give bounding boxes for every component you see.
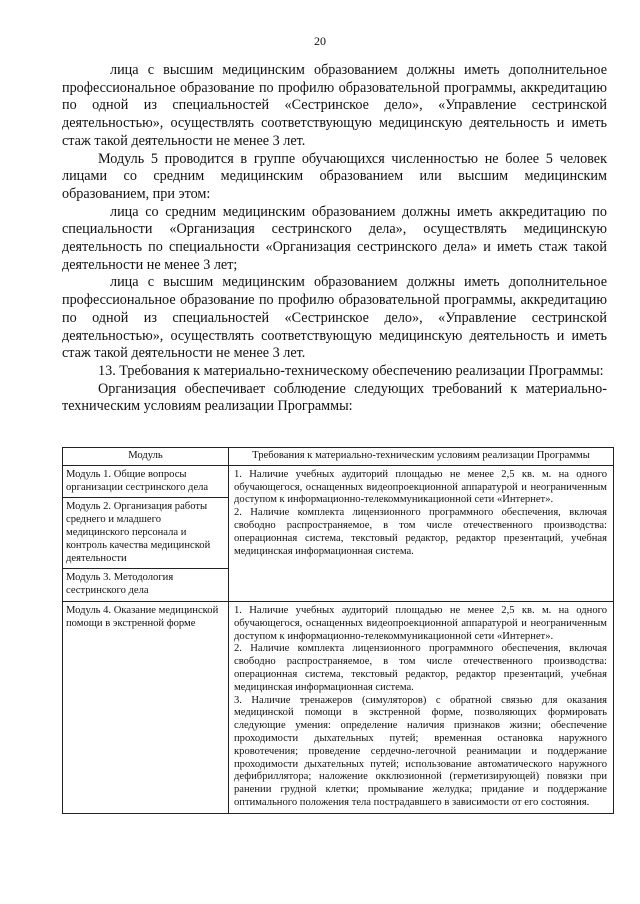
paragraph: лица с высшим медицинским образованием должны иметь дополнительное профессиональное образование по профилю образовательной программы, аккредитацию по одной из специальностей «Сестринское дело», «Управление сестринской деятельностью», осуществлять соответствующую медицинскую деятельность и иметь стаж такой деятельности не менее 3 лет. [62, 274, 607, 362]
requirement-item: 1. Наличие учебных аудиторий площадью не менее 2,5 кв. м. на одного обучающегося, оснащенных видеопроекционной аппаратурой и неограниченным доступом к информационно-телекоммуникационной сети «Интернет». [234, 604, 607, 642]
module-cell: Модуль 1. Общие вопросы организации сестринского дела [63, 465, 229, 498]
requirement-item: 2. Наличие комплекта лицензионного программного обеспечения, включая свободно распространяемое, в том числе отечественного производства: операционная система, текстовый редактор, редактор презентаций, учебная медицинская информационная система. [234, 507, 607, 557]
paragraph: лица со средним медицинским образованием должны иметь аккредитацию по специальности «Организация сестринского дела», осуществлять медицинскую деятельность по специальности «Организация сестринского дела» и иметь стаж такой деятельности не менее 3 лет; [62, 203, 607, 273]
body-text [62, 62, 607, 416]
page-number: 20 [314, 34, 326, 48]
header-requirements: Требования к материально-техническим условиям реализации Программы [229, 448, 614, 466]
module-cell: Модуль 3. Методология сестринского дела [63, 569, 229, 602]
requirement-item: 2. Наличие комплекта лицензионного программного обеспечения, включая свободно распространяемое, в том числе отечественного производства: операционная система, текстовый редактор, редактор презентаций, учебная медицинская информационная система. [234, 643, 607, 693]
requirements-table [62, 447, 614, 814]
paragraph: Организация обеспечивает соблюдение следующих требований к материально-техническим условиям реализации Программы: [62, 380, 607, 415]
paragraph: лица с высшим медицинским образованием должны иметь дополнительное профессиональное образование по профилю образовательной программы, аккредитацию по одной из специальностей «Сестринское дело», «Управление сестринской деятельностью», осуществлять соответствующую медицинскую деятельность и иметь стаж такой деятельности не менее 3 лет. [62, 62, 607, 149]
section-heading: 13. Требования к материально-техническому обеспечению реализации Программы: [98, 362, 604, 379]
header-module: Модуль [63, 448, 229, 466]
paragraph: Модуль 5 проводится в группе обучающихся численностью не более 5 человек лицами со средним медицинским образованием или высшим медицинским образованием, при этом: [62, 150, 607, 202]
table-row [63, 465, 614, 498]
table-header-row [63, 448, 614, 466]
module-cell: Модуль 2. Организация работы среднего и младшего медицинского персонала и контроль качества медицинской деятельности [63, 498, 229, 569]
table-row [63, 601, 614, 813]
requirements-cell [229, 601, 614, 813]
requirement-item: 1. Наличие учебных аудиторий площадью не менее 2,5 кв. м. на одного обучающегося, оснащенных видеопроекционной аппаратурой и неограниченным доступом к информационно-телекоммуникационной сети «Интернет». [234, 468, 607, 506]
module-cell: Модуль 4. Оказание медицинской помощи в экстренной форме [63, 601, 229, 813]
requirement-item: 3. Наличие тренажеров (симуляторов) с обратной связью для оказания медицинской помощи в экстренной форме, позволяющих формировать следующие умения: определение наличия признаков жизни; обеспечение проходимости дыхательных путей; временная остановка наружного кровотечения; проведение сердечно-легочной реанимации и поддержание проходимости дыхательных путей; использование автоматического наружного дефибриллятора; наложение окклюзионной (герметизирующей) повязки при ранении грудной клетки; промывание желудка; придание и поддержание оптимального положения тела пострадавшего в зависимости от его состояния. [234, 694, 607, 808]
requirements-cell [229, 465, 614, 601]
